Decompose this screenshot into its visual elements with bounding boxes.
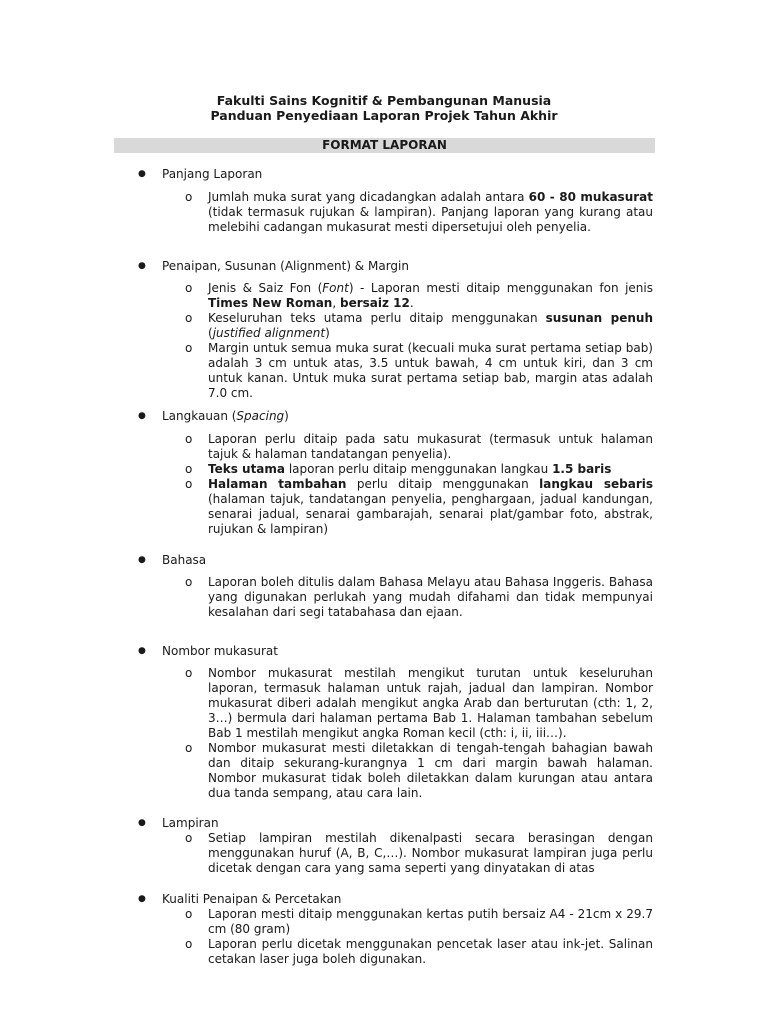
item-text: Jenis & Saiz Fon (Font) - Laporan mesti ditaip menggunakan fon jenis Times New Roman, bersaiz 12. (208, 281, 653, 310)
item-text: Nombor mukasurat mesti diletakkan di tengah-tengah bahagian bawah dan ditaip sekurang-kurangnya 1 cm dari margin bawah halaman. Nombor mukasurat tidak boleh diletakkan dalam kurungan atau antara dua tanda sempang, atau cara lain. (208, 741, 653, 800)
bullet-icon: ● (138, 894, 146, 904)
section-heading: Kualiti Penaipan & Percetakan (162, 892, 342, 906)
item-text: Laporan perlu ditaip pada satu mukasurat (termasuk untuk halaman tajuk & halaman tandatangan penyelia). (208, 432, 653, 461)
sub-bullet-icon: o (185, 341, 193, 355)
section-heading: Langkauan (Spacing) (162, 409, 289, 423)
sub-bullet-icon: o (185, 477, 193, 491)
section-heading: Nombor mukasurat (162, 644, 278, 658)
sub-bullet-icon: o (185, 281, 193, 295)
sub-bullet-icon: o (185, 190, 193, 204)
section-heading: Penaipan, Susunan (Alignment) & Margin (162, 259, 409, 273)
section-heading: Lampiran (162, 816, 219, 830)
bullet-icon: ● (138, 169, 146, 179)
bullet-icon: ● (138, 411, 146, 421)
item-text: Laporan mesti ditaip menggunakan kertas putih bersaiz A4 - 21cm x 29.7 cm (80 gram) (208, 907, 653, 936)
item-text: Halaman tambahan perlu ditaip menggunakan langkau sebaris (halaman tajuk, tandatangan penyelia, penghargaan, jadual kandungan, senarai jadual, senarai gambarajah, senarai plat/gambar foto, abstrak, rujukan & lampiran) (208, 477, 654, 536)
item-text: Laporan boleh ditulis dalam Bahasa Melayu atau Bahasa Inggeris. Bahasa yang digunakan perlukah yang mudah difahami dan tidak mempunyai kesalahan dari segi tatabahasa dan ejaan. (208, 575, 653, 619)
item-text: Teks utama laporan perlu ditaip menggunakan langkau 1.5 baris (208, 462, 612, 476)
sub-bullet-icon: o (185, 575, 193, 589)
section-heading: Panjang Laporan (162, 167, 263, 181)
banner-label: FORMAT LAPORAN (322, 138, 447, 152)
section-heading: Bahasa (162, 553, 207, 567)
guide-title: Panduan Penyediaan Laporan Projek Tahun Akhir (210, 108, 558, 123)
sub-bullet-icon: o (185, 666, 193, 680)
sub-bullet-icon: o (185, 462, 193, 476)
bullet-icon: ● (138, 646, 146, 656)
sub-bullet-icon: o (185, 831, 193, 845)
sub-bullet-icon: o (185, 741, 193, 755)
item-text: Margin untuk semua muka surat (kecuali muka surat pertama setiap bab) adalah 3 cm untuk atas, 3.5 untuk bawah, 4 cm untuk kiri, dan 3 cm untuk kanan. Untuk muka surat pertama setiap bab, margin atas adalah 7.0 cm. (208, 341, 653, 400)
item-text: Laporan perlu dicetak menggunakan pencetak laser atau ink-jet. Salinan cetakan laser juga boleh digunakan. (208, 937, 653, 966)
bullet-icon: ● (138, 555, 146, 565)
sub-bullet-icon: o (185, 311, 193, 325)
item-text: Jumlah muka surat yang dicadangkan adalah antara 60 - 80 mukasurat (tidak termasuk rujukan & lampiran). Panjang laporan yang kurang atau melebihi cadangan mukasurat mesti dipersetujui oleh penyelia. (208, 190, 653, 234)
section-banner (114, 138, 655, 153)
bullet-icon: ● (138, 818, 146, 828)
bullet-icon: ● (138, 261, 146, 271)
sub-bullet-icon: o (185, 937, 193, 951)
item-text: Setiap lampiran mestilah dikenalpasti secara berasingan dengan menggunakan huruf (A, B, C,…). Nombor mukasurat lampiran juga perlu dicetak dengan cara yang sama seperti yang dinyatakan di atas (208, 831, 653, 875)
item-text: Nombor mukasurat mestilah mengikut turutan untuk keseluruhan laporan, termasuk halaman untuk rajah, jadual dan lampiran. Nombor mukasurat diberi adalah mengikut angka Arab dan berturutan (cth: 1, 2, 3…) bermula dari halaman pertama Bab 1. Halaman tambahan sebelum Bab 1 mestilah mengikut angka Roman kecil (cth: i, ii, iii…). (208, 666, 653, 740)
faculty-title: Fakulti Sains Kognitif & Pembangunan Manusia (216, 93, 552, 108)
sub-bullet-icon: o (185, 907, 193, 921)
sub-bullet-icon: o (185, 432, 193, 446)
item-text: Keseluruhan teks utama perlu ditaip menggunakan susunan penuh (justified alignment) (208, 311, 653, 340)
